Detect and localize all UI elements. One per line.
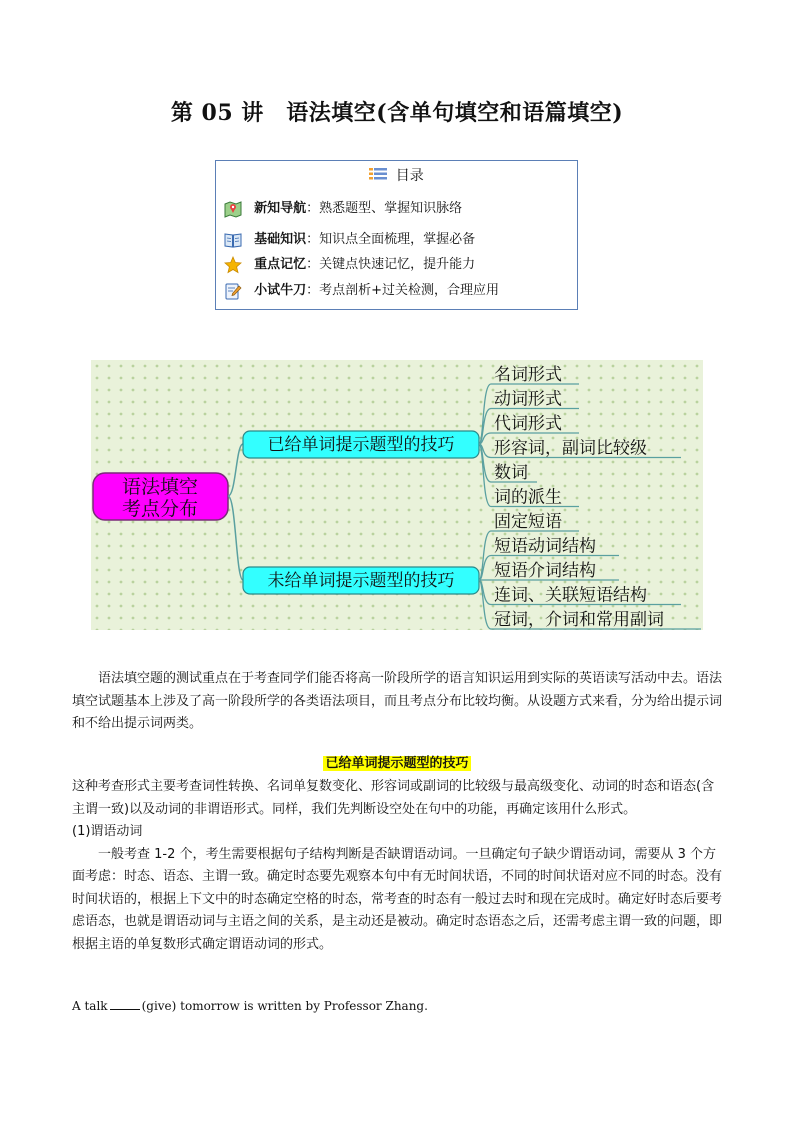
leaf-label: 连词、关联短语结构 [494, 585, 647, 606]
star-icon [224, 256, 242, 274]
branch-label: 已给单词提示题型的技巧 [267, 435, 455, 455]
toc-item-label: 新知导航 [254, 201, 307, 216]
list-icon [369, 167, 387, 185]
mindmap-branch-no-given-words [243, 567, 479, 594]
toc-item-practice [224, 279, 499, 300]
leaf-label: 冠词，介词和常用副词 [494, 610, 664, 630]
branch-label: 未给单词提示题型的技巧 [267, 571, 455, 591]
toc-item-text: ：关键点快速记忆，提升能力 [306, 257, 476, 272]
toc-item-label: 重点记忆 [254, 257, 307, 272]
section-body [72, 776, 722, 956]
leaf-label: 词的派生 [494, 487, 562, 508]
pencil-icon [224, 282, 242, 300]
subheading: (1)谓语动词 [72, 824, 143, 839]
sub-paragraph: 一般考查 1-2 个，考生需要根据句子结构判断是否缺谓语动词。一旦确定句子缺少谓语动词，需要从 3 个方面考虑：时态、语态、主谓一致。确定时态要先观察本句中有无时间状语，不同的时间状语对应不同的时态。没有时间状语的，根据上下文中的时态确定空格的时态，常考查的时态有一般过去时和现在完成时。确定好时态后要考虑语态，也就是谓语动词与主语之间的关系，是主动还是被动。确定时态语态之后，还需考虑主谓一致的问题，即根据主语的单复数形式确定谓语动词的形式。 [72, 846, 723, 952]
leaf-label: 代词形式 [494, 414, 562, 434]
toc-item-text: ：考点剖析+过关检测，合理应用 [306, 283, 500, 298]
answer-blank[interactable] [110, 998, 140, 1010]
leaf-label: 形容词，副词比较级 [494, 438, 647, 459]
section-heading-row [0, 752, 794, 771]
page-title: 第 05 讲 语法填空(含单句填空和语篇填空) [170, 100, 624, 126]
map-icon [224, 200, 242, 218]
mindmap-root-node [93, 473, 228, 520]
intro-paragraph: 语法填空题的测试重点在于考查同学们能否将高一阶段所学的语言知识运用到实际的英语读写活动中去。语法填空试题基本上涉及了高一阶段所学的各类语法项目，而且考点分布比较均衡。从设题方式来看，分为给出提示词和不给出提示词两类。 [72, 671, 723, 731]
intro-paragraph-block [72, 668, 722, 736]
toc-heading-row [216, 165, 577, 185]
mindmap-root-line1: 语法填空 [121, 476, 199, 498]
leaf-label: 短语动词结构 [494, 536, 596, 557]
toc-item-basics [224, 228, 475, 249]
section-heading: 已给单词提示题型的技巧 [325, 756, 469, 771]
example-sentence [72, 998, 428, 1013]
leaf-label: 名词形式 [494, 365, 562, 385]
mindmap-root-line2: 考点分布 [121, 498, 199, 520]
toc-item-label: 小试牛刀 [254, 283, 307, 298]
book-icon [224, 231, 242, 249]
toc-item-text: ：知识点全面梳理，掌握必备 [306, 232, 476, 247]
toc-heading: 目录 [395, 168, 424, 184]
leaf-label: 短语介词结构 [494, 561, 596, 581]
toc-item-label: 基础知识 [254, 232, 307, 247]
leaf-label: 数词 [494, 463, 528, 483]
section-intro: 这种考查形式主要考查词性转换、名词单复数变化、形容词或副词的比较级与最高级变化、动词的时态和语态(含主谓一致)以及动词的非谓语形式。同样，我们先判断设空处在句中的功能，再确定该用什么形式。 [72, 779, 715, 817]
toc-item-text: ：熟悉题型、掌握知识脉络 [306, 201, 463, 216]
leaf-label: 动词形式 [494, 389, 562, 410]
table-of-contents [215, 160, 578, 310]
toc-item-navigation [224, 197, 462, 218]
knowledge-mindmap [91, 360, 703, 630]
leaf-label: 固定短语 [494, 512, 562, 532]
mindmap-branch-given-words [243, 431, 479, 458]
example-before: A talk [72, 999, 108, 1013]
toc-item-key-memory [224, 253, 475, 274]
example-after: (give) tomorrow is written by Professor Zhang. [141, 999, 428, 1013]
